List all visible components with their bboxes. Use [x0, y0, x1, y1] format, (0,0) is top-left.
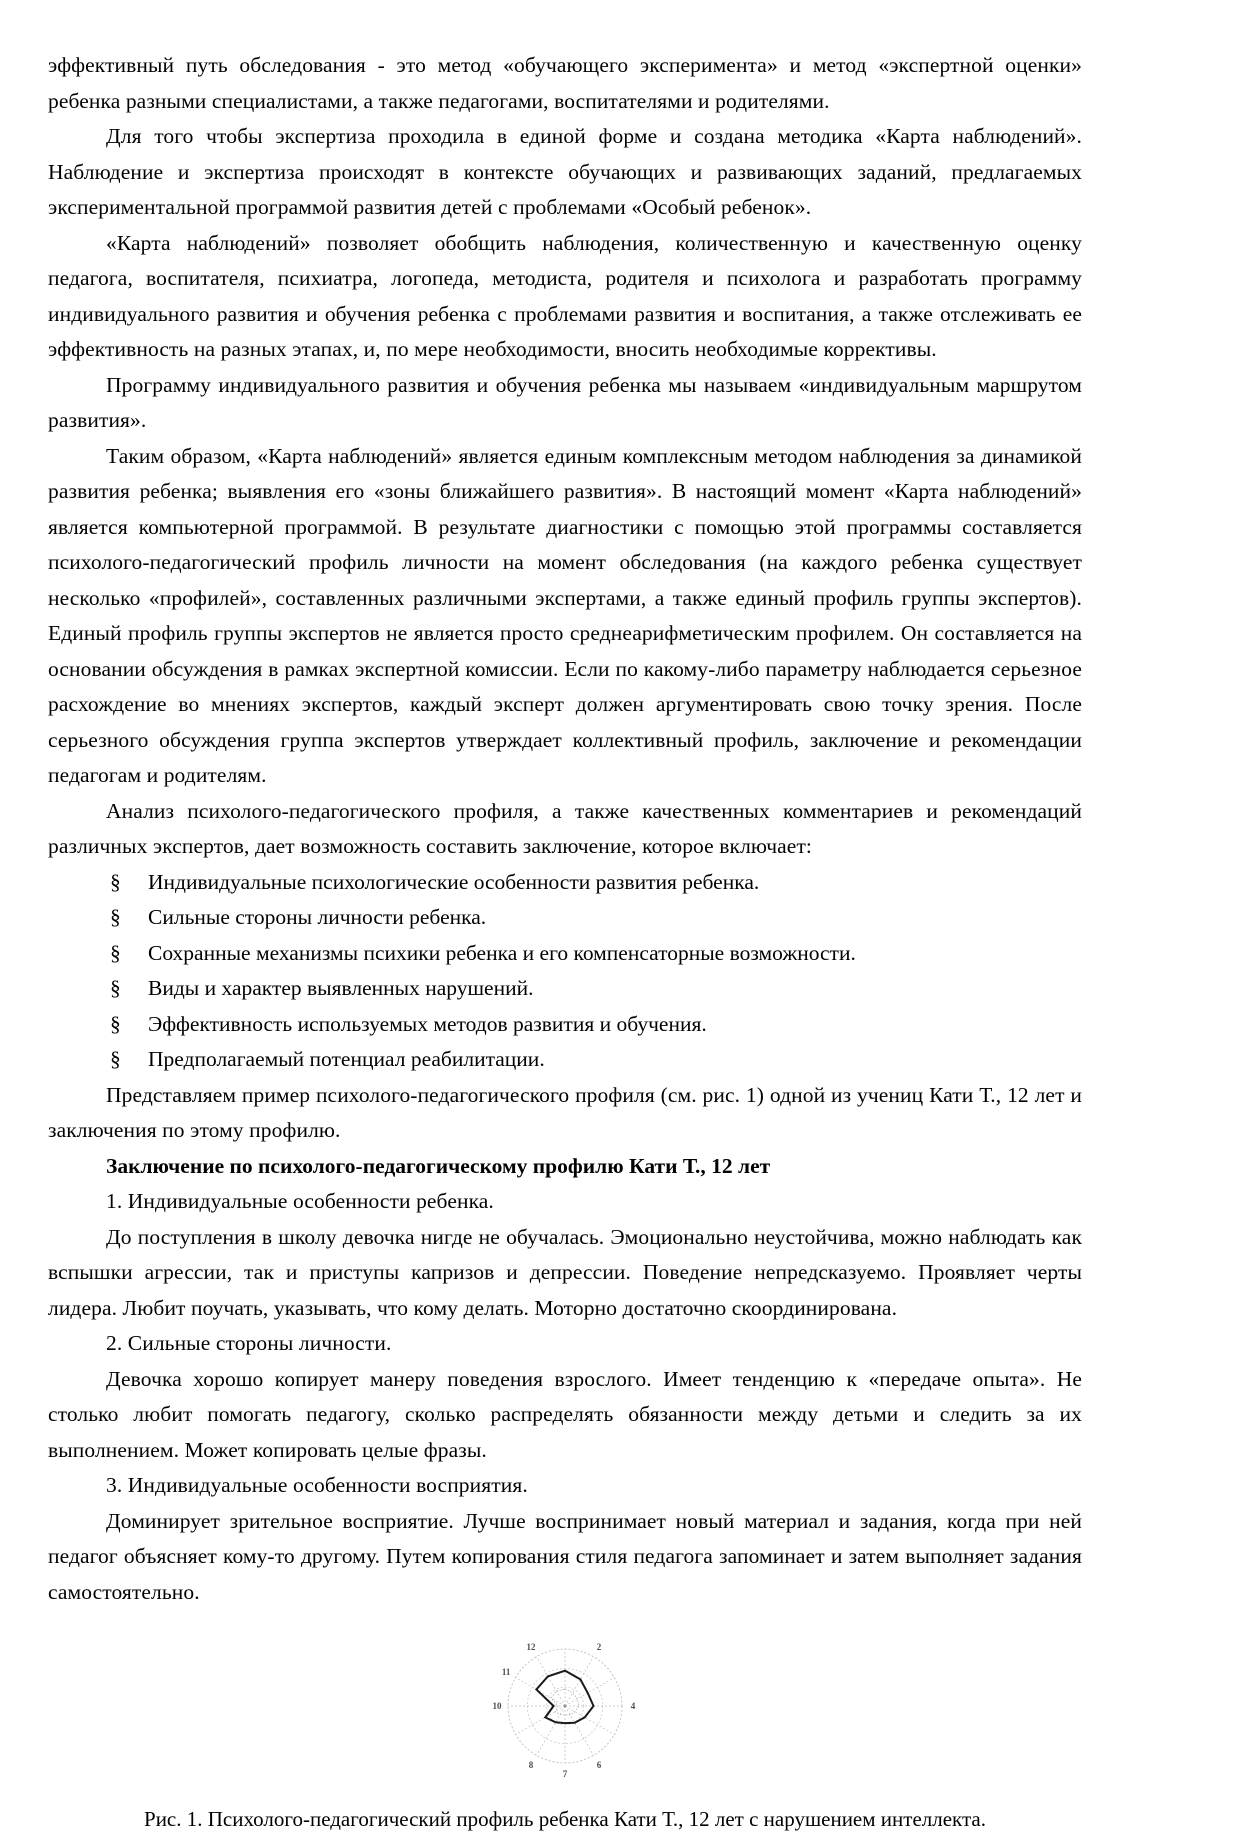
section-sign-bullet-icon: §	[110, 1047, 121, 1071]
paragraph-3: «Карта наблюдений» позволяет обобщить наблюдения, количественную и качественную оценку педагога, воспитателя, психиатра, логопеда, методиста, родителя и психолога и разработать программу индивидуального развития и обучения ребенка с проблемами развития и воспитания, а также отслеживать ее эффективность на разных этапах, и, по мере необходимости, вносить необходимые коррективы.	[48, 230, 1082, 361]
numbered-body-2: Девочка хорошо копирует манеру поведения взрослого. Имеет тенденцию к «передаче опыта». Не столько любит помогать педагогу, сколько распределять обязанности между детьми и следить за их выполнением. Может копировать целые фразы.	[48, 1366, 1082, 1462]
numbered-body-1: До поступления в школу девочка нигде не обучалась. Эмоционально неустойчива, можно наблюдать как вспышки агрессии, так и приступы капризов и депрессии. Поведение непредсказуемо. Проявляет черты лидера. Любит поучать, указывать, что кому делать. Моторно достаточно скоординирована.	[48, 1224, 1082, 1320]
radar-axis-label-8: 8	[528, 1759, 534, 1770]
radar-chart-svg	[480, 1634, 650, 1786]
radar-axis-label-12: 12	[526, 1642, 536, 1653]
list-item-label: Сильные стороны личности ребенка.	[148, 905, 487, 929]
section-sign-bullet-icon: §	[110, 869, 121, 894]
list-item	[48, 865, 1082, 901]
paragraph-6: Анализ психолого-педагогического профиля, а также качественных комментариев и рекомендаций различных экспертов, дает возможность составить заключение, которое включает:	[48, 798, 1082, 858]
section-sign-bullet-icon: §	[110, 1011, 121, 1036]
section-sign-bullet-icon: §	[110, 905, 121, 929]
conclusion-list	[48, 865, 1082, 1078]
list-item-label: Предполагаемый потенциал реабилитации.	[148, 1047, 545, 1071]
list-item	[48, 900, 1082, 936]
list-item	[48, 1007, 1082, 1043]
section-sign-bullet-icon: §	[110, 940, 121, 965]
figure-caption: Рис. 1. Психолого-педагогический профиль ребенка Кати Т., 12 лет с нарушением интеллекта.	[144, 1807, 986, 1831]
list-item	[48, 971, 1082, 1007]
numbered-heading-1: 1. Индивидуальные особенности ребенка.	[106, 1189, 494, 1213]
list-item	[48, 1042, 1082, 1078]
list-item	[48, 936, 1082, 972]
list-item-label: Индивидуальные психологические особенности развития ребенка.	[148, 869, 760, 894]
numbered-body-3: Доминирует зрительное восприятие. Лучше воспринимает новый материал и задания, когда при ней педагог объясняет кому-то другому. Путем копирования стиля педагога запоминает и затем выполняет задания самостоятельно.	[48, 1508, 1082, 1604]
radar-axis-label-2: 2	[596, 1642, 602, 1653]
list-item-label: Сохранные механизмы психики ребенка и его компенсаторные возможности.	[148, 940, 856, 965]
numbered-heading-2: 2. Сильные стороны личности.	[106, 1331, 392, 1355]
paragraph-2: Для того чтобы экспертиза проходила в единой форме и создана методика «Карта наблюдений». Наблюдение и экспертиза происходят в контексте обучающих и развивающих заданий, предлагаемых экспериментальной программой развития детей с проблемами «Особый ребенок».	[48, 124, 1082, 219]
radar-axis-label-10: 10	[492, 1701, 502, 1711]
radar-axis-label-11: 11	[501, 1667, 511, 1677]
paragraph-4: Программу индивидуального развития и обучения ребенка мы называем «индивидуальным маршрутом развития».	[48, 372, 1082, 432]
radar-axis-label-4: 4	[630, 1701, 636, 1711]
document-body	[48, 48, 1082, 1834]
numbered-heading-3: 3. Индивидуальные особенности восприятия.	[106, 1473, 528, 1497]
radar-chart	[480, 1634, 650, 1786]
section-heading: Заключение по психолого-педагогическому профилю Кати Т., 12 лет	[106, 1153, 771, 1178]
radar-axis-label-6: 6	[596, 1759, 602, 1770]
figure-1	[48, 1634, 1082, 1834]
paragraph-7: Представляем пример психолого-педагогического профиля (см. рис. 1) одной из учениц Кати Т., 12 лет и заключения по этому профилю.	[48, 1082, 1082, 1142]
section-sign-bullet-icon: §	[110, 976, 121, 1000]
radar-axis-label-7: 7	[562, 1769, 568, 1779]
paragraph-1: эффективный путь обследования - это метод «обучающего эксперимента» и метод «экспертной оценки» ребенка разными специалистами, а также педагогами, воспитателями и родителями.	[48, 53, 1082, 113]
paragraph-5: Таким образом, «Карта наблюдений» является единым комплексным методом наблюдения за динамикой развития ребенка; выявления его «зоны ближайшего развития». В настоящий момент «Карта наблюдений» является компьютерной программой. В результате диагностики с помощью этой программы составляется психолого-педагогический профиль личности на момент обследования (на каждого ребенка существует несколько «профилей», составленных различными экспертами, а также единый профиль группы экспертов). Единый профиль группы экспертов не является просто среднеарифметическим профилем. Он составляется на основании обсуждения в рамках экспертной комиссии. Если по какому-либо параметру наблюдается серьезное расхождение во мнениях экспертов, каждый эксперт должен аргументировать свою точку зрения. После серьезного обсуждения группа экспертов утверждает коллективный профиль, заключение и рекомендации педагогам и родителям.	[48, 443, 1082, 787]
list-item-label: Виды и характер выявленных нарушений.	[148, 976, 534, 1000]
list-item-label: Эффективность используемых методов развития и обучения.	[148, 1011, 707, 1036]
